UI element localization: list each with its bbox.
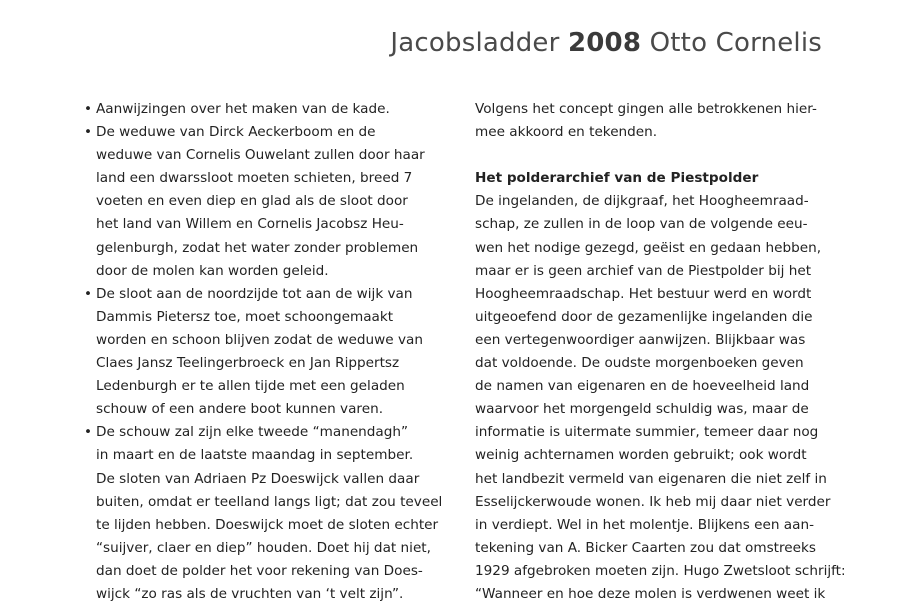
line-text: Ledenburgh er te allen tijde met een geladen — [96, 378, 405, 395]
line-text: schouw of een andere boot kunnen varen. — [96, 401, 384, 418]
page-header — [390, 28, 822, 58]
text-line — [83, 375, 453, 398]
bullet-item — [83, 121, 453, 283]
text-line: mee akkoord en tekenden. — [475, 124, 658, 141]
section-heading: Het polderarchief van de Piestpolder — [475, 170, 759, 187]
text-line: waarvoor het morgengeld schuldig was, maar de — [475, 401, 809, 418]
text-line — [83, 190, 453, 213]
bullet-icon: • — [84, 101, 93, 117]
text-line: schap, ze zullen in de loop van de volgende eeu- — [475, 216, 808, 233]
text-line: Esselijckerwoude wonen. Ik heb mij daar niet verder — [475, 493, 831, 510]
text-line — [83, 537, 453, 560]
right-intro — [475, 98, 845, 144]
text-line — [83, 121, 453, 144]
line-text: land een dwarssloot moeten schieten, breed 7 — [96, 170, 413, 187]
right-body — [475, 190, 845, 606]
line-text: worden en schoon blijven zodat de weduwe van — [96, 331, 423, 348]
text-line — [83, 283, 453, 306]
header-title-part1: Jacobsladder — [390, 28, 560, 58]
text-line — [83, 560, 453, 583]
text-line — [83, 213, 453, 236]
text-line — [83, 306, 453, 329]
text-line — [83, 98, 453, 121]
text-line: dat voldoende. De oudste morgenboeken geven — [475, 355, 804, 372]
text-line: in verdiept. Wel in het molentje. Blijkens een aan- — [475, 516, 814, 533]
line-text: het land van Willem en Cornelis Jacobsz Heu- — [96, 216, 404, 233]
bullet-icon: • — [84, 124, 93, 141]
text-line — [83, 260, 453, 283]
line-text: in maart en de laatste maandag in september. — [96, 447, 414, 464]
paragraph-gap — [475, 144, 845, 167]
line-text: te lijden hebben. Doeswijck moet de sloten echter — [96, 516, 439, 533]
left-column — [83, 98, 453, 606]
line-text: De weduwe van Dirck Aeckerboom en de — [96, 124, 376, 141]
bullet-icon: • — [84, 285, 93, 302]
text-line — [83, 421, 453, 444]
text-line: 1929 afgebroken moeten zijn. Hugo Zwetsloot schrijft: — [475, 562, 846, 579]
line-text: dan doet de polder het voor rekening van Does- — [96, 562, 423, 579]
bullet-item — [83, 421, 453, 606]
text-line — [83, 329, 453, 352]
line-text: gelenburgh, zodat het water zonder problemen — [96, 239, 419, 256]
line-text: Dammis Pietersz toe, moet schoongemaakt — [96, 308, 394, 325]
text-line — [83, 468, 453, 491]
line-text: De schouw zal zijn elke tweede “manendagh” — [96, 424, 409, 441]
text-line: het landbezit vermeld van eigenaren die niet zelf in — [475, 470, 827, 487]
text-line — [83, 398, 453, 421]
text-line: wen het nodige gezegd, geëist en gedaan hebben, — [475, 239, 822, 256]
text-line — [83, 444, 453, 467]
line-text: voeten en even diep en glad als de sloot door — [96, 193, 408, 210]
right-column — [475, 98, 845, 606]
text-line: Volgens het concept gingen alle betrokkenen hier- — [475, 101, 817, 117]
line-text: wijck “zo ras als de vruchten van ‘t velt zijn”. — [96, 585, 404, 602]
text-line: De ingelanden, de dijkgraaf, het Hoogheemraad- — [475, 193, 809, 210]
line-text: weduwe van Cornelis Ouwelant zullen door haar — [96, 147, 425, 164]
line-text: De sloten van Adriaen Pz Doeswijck vallen daar — [96, 470, 420, 487]
text-line: een vertegenwoordiger aanwijzen. Blijkbaar was — [475, 331, 806, 348]
text-line: tekening van A. Bicker Caarten zou dat omstreeks — [475, 539, 816, 556]
text-line — [83, 167, 453, 190]
bullet-item — [83, 98, 453, 121]
bullet-item — [83, 283, 453, 422]
header-title-part2: Otto Cornelis — [649, 28, 822, 58]
text-line — [83, 491, 453, 514]
text-line: “Wanneer en hoe deze molen is verdwenen weet ik — [475, 585, 826, 602]
line-text: Claes Jansz Teelingerbroeck en Jan Rippertsz — [96, 355, 400, 372]
line-text: De sloot aan de noordzijde tot aan de wijk van — [96, 285, 413, 302]
text-line: maar er is geen archief van de Piestpolder bij het — [475, 262, 812, 279]
line-text: Aanwijzingen over het maken van de kade. — [96, 101, 390, 117]
text-line — [83, 237, 453, 260]
header-year: 2008 — [567, 28, 642, 58]
line-text: “suijver, claer en diep” houden. Doet hij dat niet, — [96, 539, 431, 556]
text-line — [83, 583, 453, 606]
text-line — [83, 352, 453, 375]
text-line — [83, 144, 453, 167]
text-line: informatie is uitermate summier, temeer daar nog — [475, 424, 819, 441]
text-line: weinig achternamen worden gebruikt; ook wordt — [475, 447, 807, 464]
text-line: de namen van eigenaren en de hoeveelheid land — [475, 378, 810, 395]
bullet-icon: • — [84, 424, 93, 441]
text-line — [83, 514, 453, 537]
text-line: Hoogheemraadschap. Het bestuur werd en wordt — [475, 285, 812, 302]
text-line: uitgeoefend door de gezamenlijke ingelanden die — [475, 308, 813, 325]
line-text: door de molen kan worden geleid. — [96, 262, 329, 279]
line-text: buiten, omdat er teelland langs ligt; dat zou teveel — [96, 493, 443, 510]
